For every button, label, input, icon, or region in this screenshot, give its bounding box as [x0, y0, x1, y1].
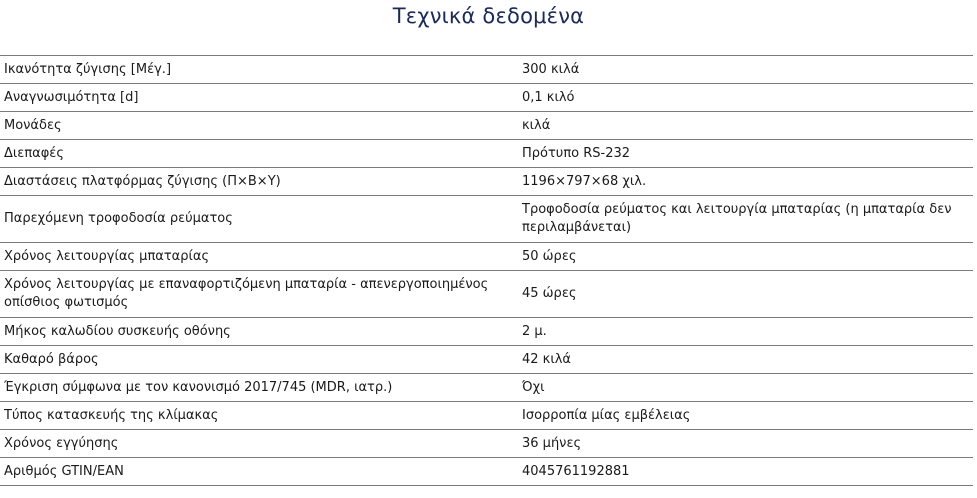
table-row	[0, 56, 973, 84]
spec-label: Παρεχόμενη τροφοδοσία ρεύματος	[0, 196, 518, 243]
spec-label: Χρόνος λειτουργίας με επαναφορτιζόμενη μπαταρία - απενεργοποιημένος οπίσθιος φωτισμός	[0, 271, 518, 318]
spec-value: Τροφοδοσία ρεύματος και λειτουργία μπαταρίας (η μπαταρία δεν περιλαμβάνεται)	[518, 196, 973, 243]
spec-value: 2 μ.	[518, 318, 973, 346]
spec-value: 45 ώρες	[518, 271, 973, 318]
spec-value: 42 κιλά	[518, 346, 973, 374]
table-row	[0, 196, 973, 243]
table-row	[0, 458, 973, 486]
spec-label: Διαστάσεις πλατφόρμας ζύγισης (Π×Β×Υ)	[0, 168, 518, 196]
spec-value: 36 μήνες	[518, 430, 973, 458]
spec-label: Ικανότητα ζύγισης [Μέγ.]	[0, 56, 518, 84]
spec-value: Πρότυπο RS-232	[518, 140, 973, 168]
spec-label: Τύπος κατασκευής της κλίμακας	[0, 402, 518, 430]
spec-value: Ισορροπία μίας εμβέλειας	[518, 402, 973, 430]
spec-value: 300 κιλά	[518, 56, 973, 84]
table-row	[0, 112, 973, 140]
table-row	[0, 271, 973, 318]
spec-label: Χρόνος λειτουργίας μπαταρίας	[0, 243, 518, 271]
table-row	[0, 140, 973, 168]
table-row	[0, 374, 973, 402]
spec-value: Όχι	[518, 374, 973, 402]
table-row	[0, 402, 973, 430]
spec-label: Μονάδες	[0, 112, 518, 140]
spec-value: 1196×797×68 χιλ.	[518, 168, 973, 196]
table-row	[0, 168, 973, 196]
spec-label: Διεπαφές	[0, 140, 518, 168]
table-row	[0, 318, 973, 346]
table-row	[0, 243, 973, 271]
spec-value: κιλά	[518, 112, 973, 140]
spec-value: 50 ώρες	[518, 243, 973, 271]
table-row	[0, 84, 973, 112]
table-row	[0, 430, 973, 458]
spec-label: Μήκος καλωδίου συσκευής οθόνης	[0, 318, 518, 346]
spec-label: Έγκριση σύμφωνα με τον κανονισμό 2017/745 (MDR, ιατρ.)	[0, 374, 518, 402]
spec-value: 0,1 κιλό	[518, 84, 973, 112]
spec-label: Χρόνος εγγύησης	[0, 430, 518, 458]
section-title: Τεχνικά δεδομένα	[392, 4, 585, 28]
spec-label: Καθαρό βάρος	[0, 346, 518, 374]
spec-label: Αναγνωσιμότητα [d]	[0, 84, 518, 112]
spec-table	[0, 55, 973, 486]
spec-label: Αριθμός GTIN/EAN	[0, 458, 518, 486]
table-row	[0, 346, 973, 374]
spec-value: 4045761192881	[518, 458, 973, 486]
